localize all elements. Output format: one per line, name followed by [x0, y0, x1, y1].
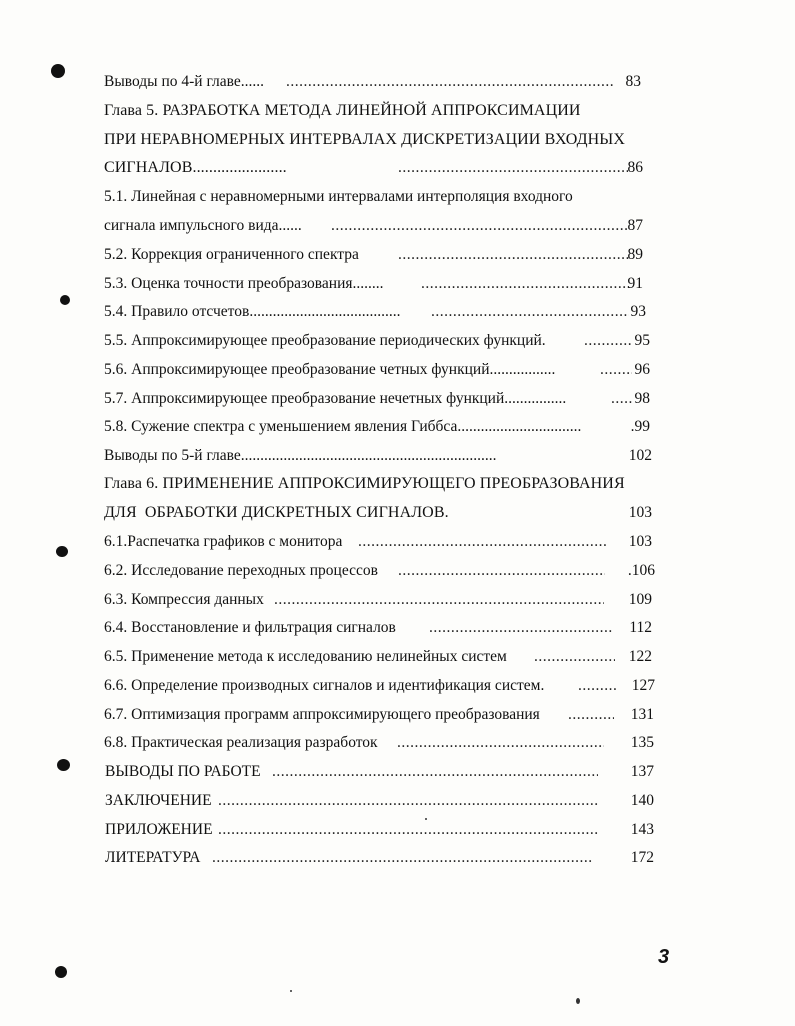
punch-hole-mark: [60, 295, 70, 305]
toc-entry-text: 5.2. Коррекция ограниченного спектра: [104, 246, 359, 263]
scan-speck: [576, 998, 580, 1004]
toc-leader: [218, 791, 598, 811]
toc-entry-text: 6.5. Применение метода к исследованию нелинейных систем: [104, 648, 507, 665]
toc-leader: [331, 216, 629, 236]
toc-entry-page: 95: [634, 332, 650, 349]
toc-entry-text: 6.8. Практическая реализация разработок: [104, 734, 378, 751]
toc-entry-text: ЛИТЕРАТУРА: [105, 849, 201, 866]
toc-leader: [534, 647, 615, 667]
toc-entry-page: 137: [630, 763, 654, 780]
toc-entry-page: 122: [628, 648, 652, 665]
toc-entry-page: 103: [628, 504, 652, 521]
toc-entry-page: 135: [630, 734, 654, 751]
toc-entry-page: .99: [630, 418, 650, 435]
toc-entry-page: 86: [627, 159, 643, 176]
toc-entry-text: ДЛЯ ОБРАБОТКИ ДИСКРЕТНЫХ СИГНАЛОВ.: [104, 504, 449, 521]
toc-leader: [212, 848, 592, 868]
toc-entry-page: .106: [627, 562, 655, 579]
toc-leader: [272, 762, 598, 782]
toc-entry-page: 112: [629, 619, 652, 636]
toc-leader: [286, 72, 614, 92]
toc-leader: [398, 245, 629, 265]
scan-speck: [290, 990, 292, 992]
toc-entry-text: 5.3. Оценка точности преобразования........: [104, 275, 384, 292]
toc-entry-text: Выводы по 4-й главе......: [104, 73, 264, 90]
toc-entry-text: сигнала импульсного вида......: [104, 217, 302, 234]
toc-leader: [398, 158, 628, 178]
toc-entry-page: 98: [634, 390, 650, 407]
toc-chapter-heading: ПРИ НЕРАВНОМЕРНЫХ ИНТЕРВАЛАХ ДИСКРЕТИЗАЦИИ ВХОДНЫХ: [104, 131, 626, 148]
toc-entry-page: 93: [630, 303, 646, 320]
toc-entry-text: 5.1. Линейная с неравномерными интервалами интерполяция входного: [104, 188, 573, 205]
page-number: 3: [658, 946, 670, 968]
scan-speck: [425, 818, 427, 820]
punch-hole-mark: [57, 759, 70, 771]
toc-entry-text: ЗАКЛЮЧЕНИЕ: [105, 792, 212, 809]
toc-entry-text: ПРИЛОЖЕНИЕ: [105, 821, 213, 838]
toc-chapter-heading: Глава 5. РАЗРАБОТКА МЕТОДА ЛИНЕЙНОЙ АППРОКСИМАЦИИ: [104, 102, 581, 119]
toc-entry-page: 140: [630, 792, 654, 809]
punch-hole-mark: [56, 546, 68, 557]
toc-entry-page: 172: [630, 849, 654, 866]
toc-leader: [421, 274, 629, 294]
toc-chapter-heading: Глава 6. ПРИМЕНЕНИЕ АППРОКСИМИРУЮЩЕГО ПРЕОБРАЗОВАНИЯ: [104, 475, 625, 492]
toc-entry-page: 131: [630, 706, 654, 723]
toc-entry-text: 6.3. Компрессия данных: [104, 591, 264, 608]
toc-entry-text: СИГНАЛОВ.......................: [104, 159, 287, 176]
toc-leader: [398, 561, 605, 581]
toc-leader: [218, 820, 598, 840]
toc-entry-text: ВЫВОДЫ ПО РАБОТЕ: [105, 763, 261, 780]
toc-entry-page: 127: [631, 677, 655, 694]
punch-hole-mark: [51, 64, 65, 78]
toc-entry-page: 83: [625, 73, 641, 90]
toc-entry-text: 5.7. Аппроксимирующее преобразование нечетных функций................: [104, 390, 567, 407]
toc-entry-text: 5.5. Аппроксимирующее преобразование периодических функций.: [104, 332, 546, 349]
toc-entry-text: 5.4. Правило отсчетов.......................................: [104, 303, 401, 320]
toc-entry-page: 103: [628, 533, 652, 550]
toc-entry-text: 6.7. Оптимизация программ аппроксимирующего преобразования: [104, 706, 540, 723]
toc-entry-page: 87: [627, 217, 643, 234]
toc-entry-page: 91: [627, 275, 643, 292]
toc-entry-page: 109: [628, 591, 652, 608]
toc-entry-page: 89: [627, 246, 643, 263]
toc-leader: [429, 618, 612, 638]
toc-leader: [358, 532, 606, 552]
toc-entry-text: 6.2. Исследование переходных процессов: [104, 562, 378, 579]
toc-entry-text: 5.6. Аппроксимирующее преобразование четных функций.................: [104, 361, 556, 378]
toc-entry-page: 102: [628, 447, 652, 464]
toc-leader: [274, 590, 604, 610]
toc-entry-text: Выводы по 5-й главе..................................................................: [104, 447, 497, 464]
toc-leader: [397, 733, 604, 753]
toc-entry-page: 96: [634, 361, 650, 378]
toc-entry-text: 6.6. Определение производных сигналов и идентификация систем.: [104, 677, 545, 694]
toc-entry-text: 6.4. Восстановление и фильтрация сигналов: [104, 619, 396, 636]
toc-entry-text: 5.8. Сужение спектра с уменьшением явления Гиббса................................: [104, 418, 582, 435]
toc-entry-text: 6.1.Распечатка графиков с монитора: [104, 533, 343, 550]
toc-entry-page: 143: [630, 821, 654, 838]
punch-hole-mark: [55, 966, 67, 978]
